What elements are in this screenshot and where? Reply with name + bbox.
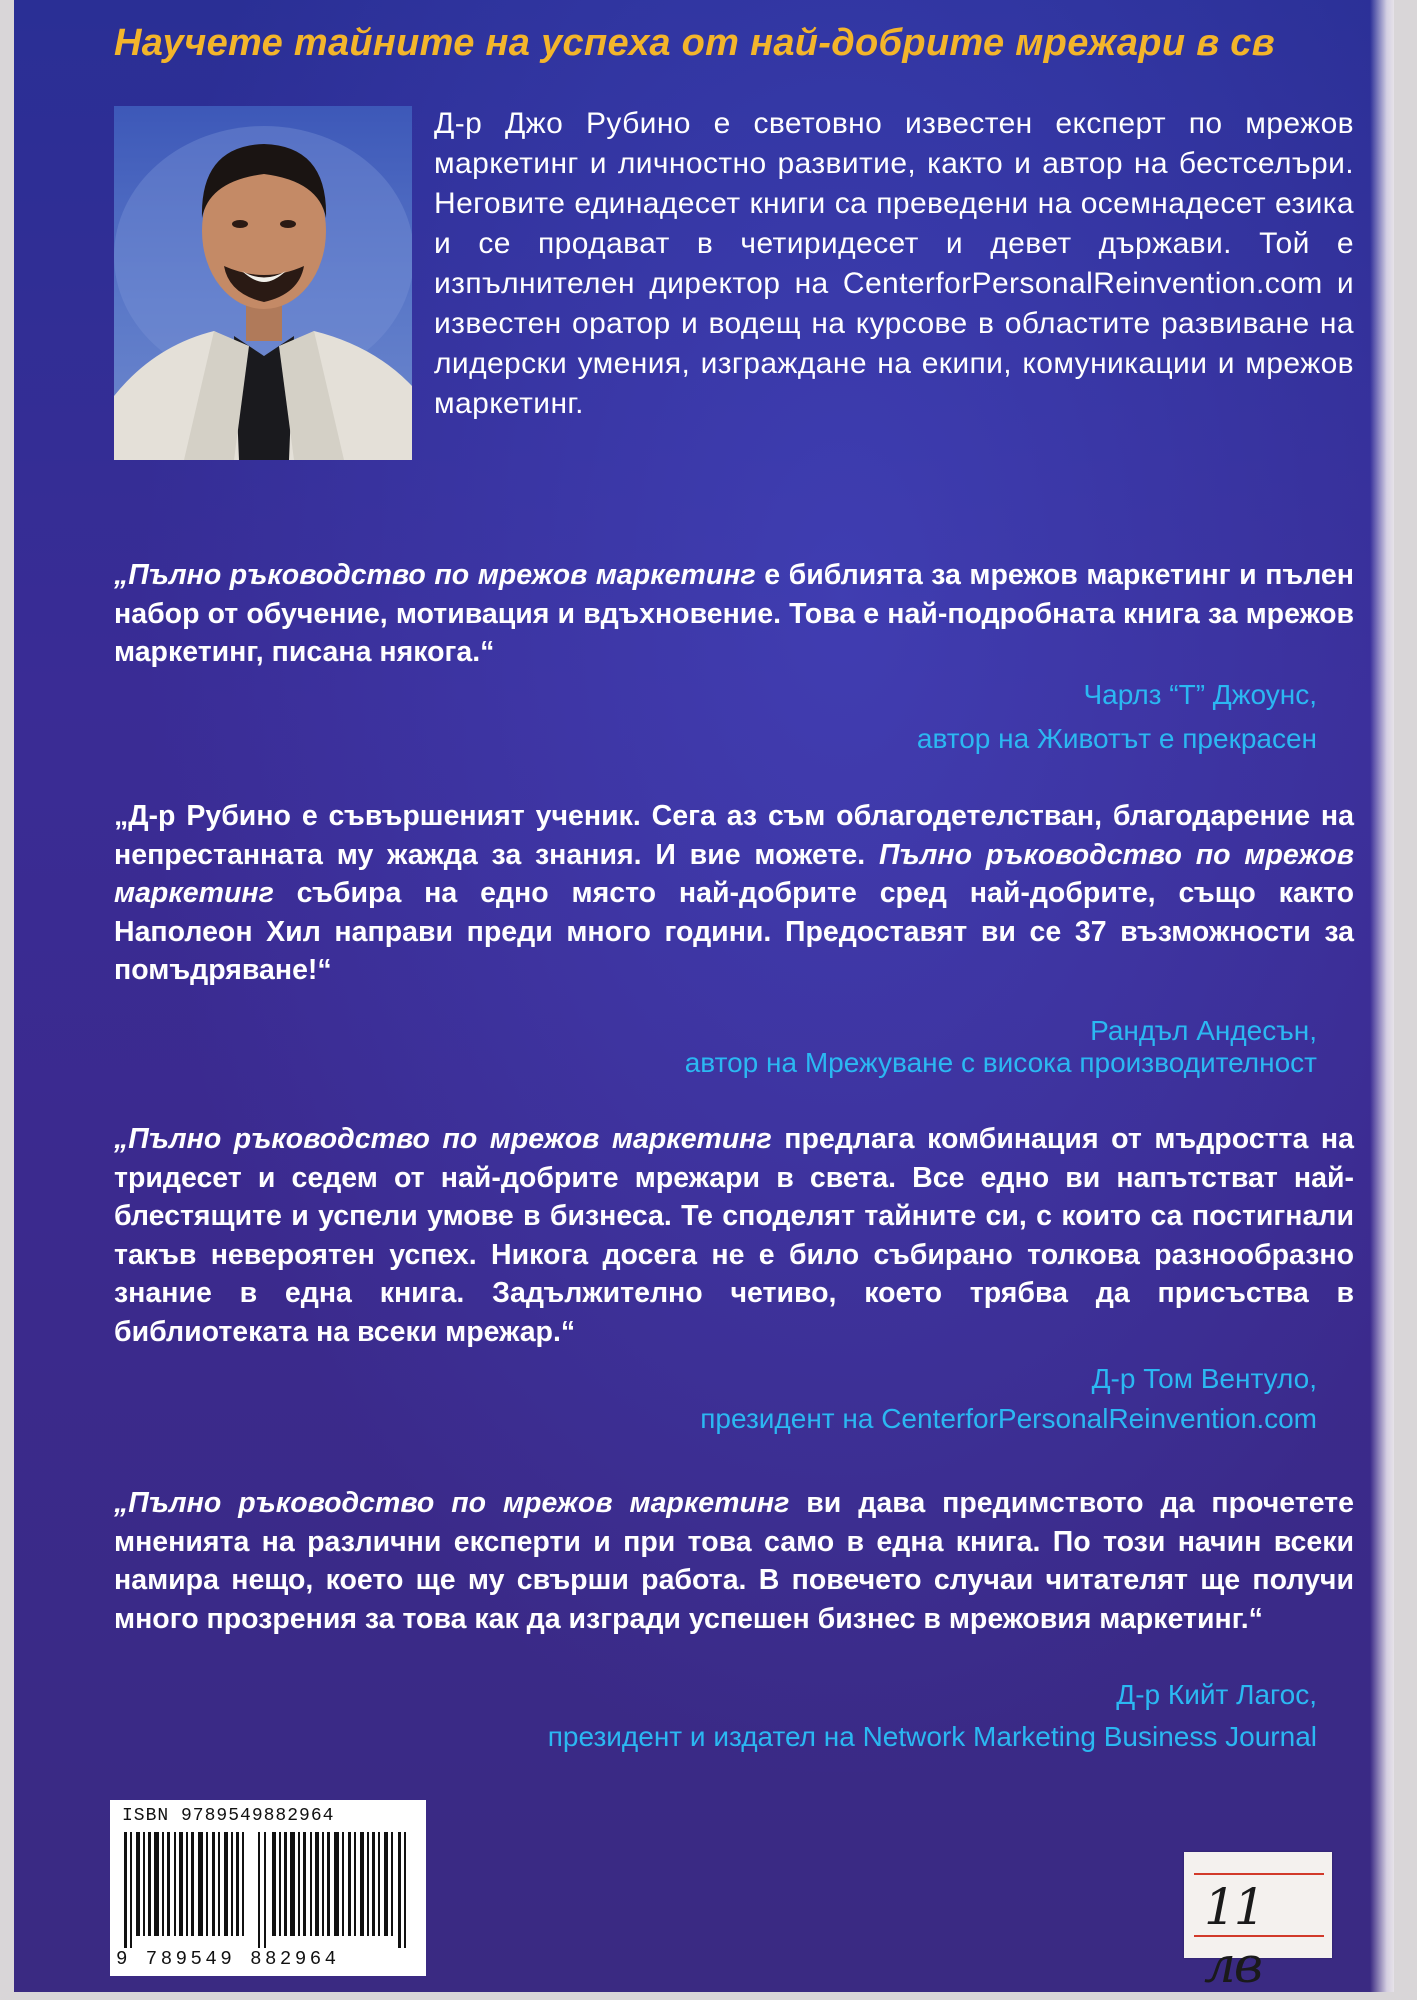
quote-4-title: „Пълно ръководство по мрежов маркетинг xyxy=(114,1487,790,1519)
quote-3-title: „Пълно ръководство по мрежов маркетинг xyxy=(114,1123,772,1155)
headline: Научете тайните на успеха от най-добрите мрежари в св xyxy=(114,22,1275,64)
book-back-cover xyxy=(14,0,1394,1992)
barcode-icon xyxy=(118,1832,418,1948)
quote-1-text: е библията за мрежов маркетинг и пълен набор от обучение, мотивация и вдъхновение. Това е най-подробната книга за мрежов маркетинг, писана някога.“ xyxy=(114,559,1354,668)
quote-2-title: Пълно ръководство по мрежов маркетинг xyxy=(114,838,1354,909)
quote-4-author: Д-р Кийт Лагос, xyxy=(1116,1679,1317,1710)
author-photo xyxy=(114,106,412,460)
quote-4-author-role: президент и издател на Network Marketing Business Journal xyxy=(547,1721,1317,1752)
quote-1 xyxy=(114,556,1354,672)
quote-3 xyxy=(114,1120,1354,1351)
isbn-label: ISBN 9789549882964 xyxy=(122,1806,335,1826)
isbn-barcode xyxy=(110,1800,426,1976)
quote-1-title: „Пълно ръководство по мрежов маркетинг xyxy=(114,559,756,591)
price-label: 11 лв xyxy=(1204,1878,1264,1992)
quote-2-author: Рандъл Андесън, xyxy=(1090,1015,1317,1046)
quote-2-author-role: автор на Мрежуване с висока производителност xyxy=(684,1047,1317,1078)
quote-3-author: Д-р Том Вентуло, xyxy=(1091,1363,1317,1394)
quote-3-text: предлага комбинация от мъдростта на тридесет и седем от най-добрите мрежари в света. Все едно ви напътстват най-блестящите и успели умове в бизнеса. Те споделят тайните си, с които са постигнали такъв невероятен успех. Никога досега не е било събирано толкова разнообразно знание в една книга. Задължително четиво, което трябва да присъства в библиотеката на всеки мрежар.“ xyxy=(114,1123,1354,1348)
price-sticker xyxy=(1184,1852,1332,1992)
quote-2 xyxy=(114,797,1354,990)
isbn-digits: 9 789549 882964 xyxy=(116,1948,340,1970)
quote-2-text: събира на едно място най-добрите сред най-добрите, също както Наполеон Хил направи преди много години. Предоставят ви се 37 възможности за помъдряване!“ xyxy=(114,877,1354,986)
book-edge xyxy=(1370,0,1394,1992)
quote-2-intro: „Д-р Рубино е съвършеният ученик. Сега аз съм облагодетелстван, благодарение на непрестанната му жажда за знания. И вие можете. xyxy=(114,800,1354,871)
quote-1-author: Чарлз “Т” Джоунс, xyxy=(1083,679,1317,710)
quote-4-text: ви дава предимството да прочетете мненията на различни експерти и при това само в една книга. По този начин всеки намира нещо, което ще му свърши работа. В повечето случаи читателят ще получи много прозрения за това как да изгради успешен бизнес в мрежовия маркетинг.“ xyxy=(114,1487,1354,1635)
quote-4 xyxy=(114,1484,1354,1638)
author-bio: Д-р Джо Рубино е световно известен експерт по мрежов маркетинг и личностно развитие, както и автор на бестселъри. Неговите единадесет книги са преведени на осемнадесет езика и се продават в четиридесет и девет държави. Той е изпълнителен директор на CenterforPersonalReinvention.com и известен оратор и водещ на курсове в областите развиване на лидерски умения, изграждане на екипи, комуникации и мрежов маркетинг. xyxy=(434,107,1354,420)
quote-3-author-role: президент на CenterforPersonalReinvention.com xyxy=(700,1403,1317,1434)
quote-1-author-role: автор на Животът е прекрасен xyxy=(916,723,1317,754)
